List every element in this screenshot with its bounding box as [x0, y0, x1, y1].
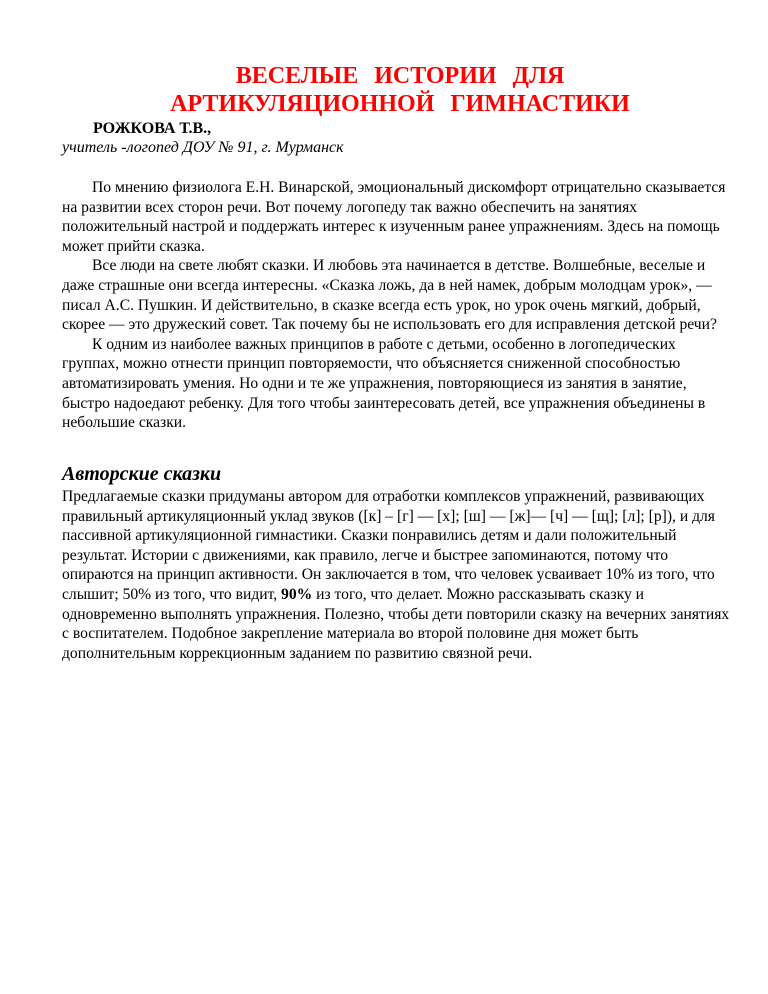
document-title	[100, 62, 700, 118]
author-name: РОЖКОВА Т.В.,	[93, 120, 212, 137]
title-line-2: АРТИКУЛЯЦИОННОЙ ГИМНАСТИКИ	[170, 91, 630, 117]
section-body	[62, 487, 734, 663]
section-paragraph	[62, 487, 734, 663]
section-text-part-1: Предлагаемые сказки придуманы автором для отработки комплексов упражнений, развивающих правильный артикуляционный уклад звуков ([к] – [г] — [х]; [ш] — [ж]— [ч] — [щ]; [л]; [р]), и для пассивной артикуляционной гимнастики. Сказки понравились детям и дали положительный результат. Истории с движениями, как правило, легче и быстрее запоминаются, потому что опираются на принцип активности. Он заключается в том, что человек усваивает 10% из того, что слышит; 50% из того, что видит,	[62, 488, 715, 603]
intro-section	[62, 178, 734, 433]
author-role: учитель -логопед ДОУ № 91, г. Мурманск	[62, 139, 344, 156]
section-text-part-2: из того, что делает. Можно рассказывать сказку и одновременно выполнять упражнения. Полезно, чтобы дети повторили сказку на вечерних занятиях с воспитателем. Подобное закрепление материала во второй половине дня может быть дополнительным коррекционным заданием по развитию связной речи.	[62, 585, 730, 662]
intro-paragraph: К одним из наиболее важных принципов в работе с детьми, особенно в логопедических группах, можно отнести принцип повторяемости, что объясняется сниженной способностью автоматизировать умения. Но одни и те же упражнения, повторяющиеся из занятия в занятие, быстро надоедают ребенку. Для того чтобы заинтересовать детей, все упражнения объединены в небольшие сказки.	[62, 335, 706, 432]
title-line-1: ВЕСЕЛЫЕ ИСТОРИИ ДЛЯ	[235, 63, 565, 89]
intro-paragraph: Все люди на свете любят сказки. И любовь эта начинается в детстве. Волшебные, веселые и даже страшные они всегда интересны. «Сказка ложь, да в ней намек, добрым молодцам урок», — писал А.С. Пушкин. И действительно, в сказке всегда есть урок, но урок очень мягкий, добрый, скорее — это дружеский совет. Так почему бы не использовать его для исправления детской речи?	[62, 257, 717, 334]
intro-paragraph: По мнению физиолога Е.Н. Винарской, эмоциональный дискомфорт отрицательно сказывается на развитии всех сторон речи. Вот почему логопеду так важно обеспечить на занятиях положительный настрой и поддержать интерес к изученным ранее упражнениям. Здесь на помощь может прийти сказка.	[62, 179, 726, 255]
section-text-bold: 90%	[281, 585, 313, 603]
section-heading: Авторские сказки	[62, 463, 222, 485]
